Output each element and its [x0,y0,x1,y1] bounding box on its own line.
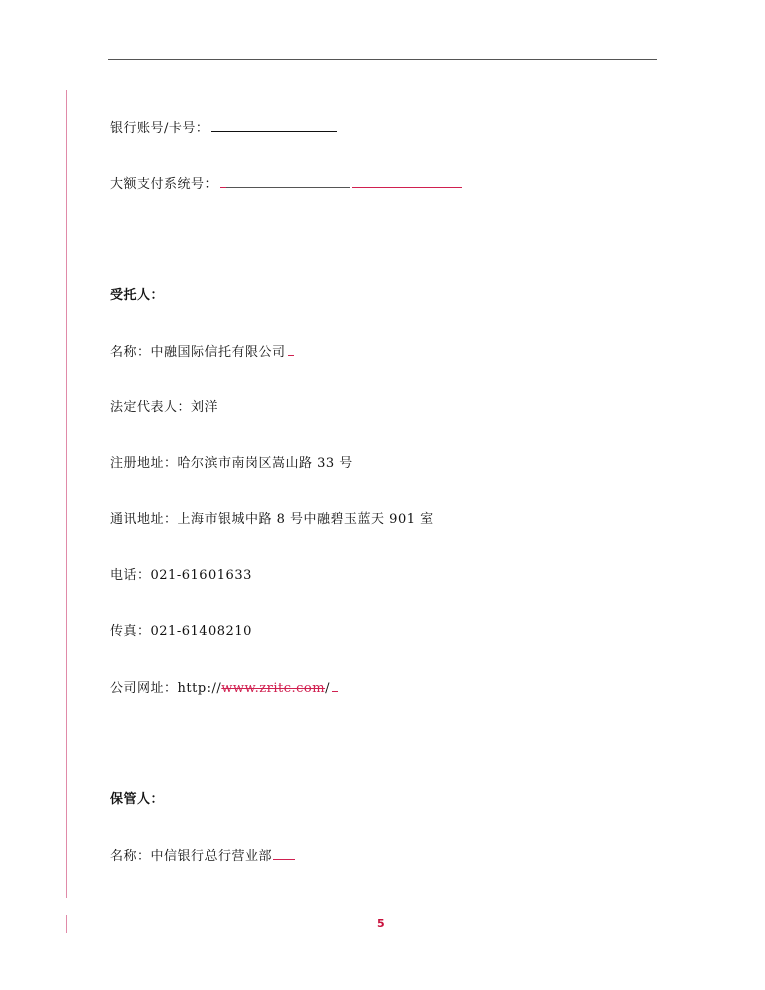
trustee-mailing-address: 通讯地址：上海市银城中路 8 号中融碧玉蓝天 901 室 [110,512,434,527]
website-link[interactable]: www.zritc.com [221,681,326,696]
website-revision-mark [332,679,338,692]
payment-system-blank[interactable] [226,175,350,188]
revision-bar-footer [66,915,67,933]
page-number: 5 [377,917,385,930]
website-label: 公司网址：http:// [110,681,222,696]
account-number-label: 银行账号/卡号： [110,121,210,136]
custodian-name: 名称：中信银行总行营业部 [110,849,273,864]
custodian-heading: 保管人： [110,792,165,807]
trustee-registered-address: 注册地址：哈尔滨市南岗区嵩山路 33 号 [110,456,353,471]
website-suffix: / [325,681,330,696]
payment-system-line [110,175,462,194]
revision-bar [66,90,67,898]
account-number-line [110,119,337,138]
payment-system-revision-blank [352,175,462,188]
custodian-name-line [110,847,295,866]
trustee-website-line [110,679,338,698]
trustee-name-line [110,343,294,362]
account-number-blank[interactable] [211,119,337,132]
header-rule [108,59,657,60]
custodian-name-revision-mark [273,847,295,860]
trustee-fax: 传真：021-61408210 [110,624,252,639]
payment-system-label: 大额支付系统号： [110,177,219,192]
trustee-name-revision-mark [288,343,294,356]
trustee-legal-rep: 法定代表人：刘洋 [110,400,219,415]
trustee-phone: 电话：021-61601633 [110,568,252,583]
trustee-name: 名称：中融国际信托有限公司 [110,345,286,360]
trustee-heading: 受托人： [110,288,165,303]
